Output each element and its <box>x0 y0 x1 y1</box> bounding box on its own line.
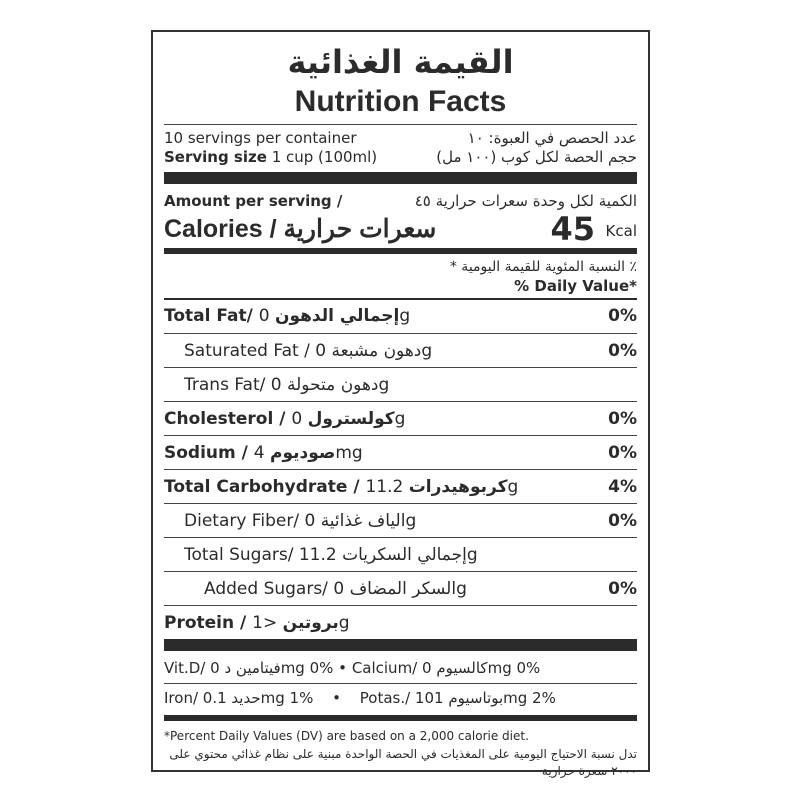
nutrient-row: Total Sugars/ إجمالي السكريات 11.2g <box>164 537 637 571</box>
footnote-arabic: تدل نسبة الاحتياج اليومية على المغذيات في الحصة الواحدة مبنية على نظام غذائي محتوي على ٢٠٠٠ سعرة حرارية <box>169 747 637 778</box>
divider <box>164 683 637 684</box>
medium-divider <box>164 248 637 254</box>
nutrition-label: القيمة الغذائية Nutrition Facts 10 servings per container عدد الحصص في العبوة: ١٠ Serving size 1 cup (100ml) حجم الحصة لكل كوب (١٠٠ مل) Amount per serving / الكمية لكل وحدة سعرات حرارية ٤٥ Calories / سعرات حرارية 45 Kcal ٪ النسبة المئوية للقيمة اليومية * % Daily Value* Total Fat/ إجمالي الدهون 0g 0% Saturated Fat / دهون مشبعة 0g 0% Trans Fat/ دهون متحولة 0g Cholesterol / كولسترول 0g 0% Sodium / صوديوم 4mg 0% Total Carbohydrate / كربوهيدرات 11.2g 4% Dietary Fiber/ الياف غذائية 0g 0% Total Sugars/ إجمالي السكريات 11.2g Added Sugars/ السكر المضاف 0g 0% Protein / بروتين <1g Vit.D/ فيتامين د 0mg 0% • Calcium/ كالسيوم 0mg 0% Iron/ حديد 0.1mg 1% • Potas./ بوتاسيوم 101mg 2% *Percent Daily Values (DV) are based on a 2,000 calorie diet. تدل نسبة الاحتياج اليومية على المغذيات في الحصة الواحدة مبنية على نظام غذائي محتوي على ٢٠٠٠ سعرة حرارية <box>151 30 650 772</box>
calories-value: 45 <box>550 210 595 248</box>
daily-value-header-ar: ٪ النسبة المئوية للقيمة اليومية * <box>449 259 637 275</box>
nutrient-row: Total Carbohydrate / كربوهيدرات 11.2g 4% <box>164 469 637 503</box>
title-english: Nutrition Facts <box>294 85 507 118</box>
vitamins-row-1: Vit.D/ فيتامين د 0mg 0% • Calcium/ كالسيوم 0mg 0% <box>164 659 541 677</box>
thick-divider <box>164 172 637 184</box>
nutrient-row: Added Sugars/ السكر المضاف 0g 0% <box>164 571 637 605</box>
calories-unit: Kcal <box>605 222 637 240</box>
nutrient-row: Sodium / صوديوم 4mg 0% <box>164 435 637 469</box>
nutrient-row: Trans Fat/ دهون متحولة 0g <box>164 367 637 401</box>
nutrient-row: Total Fat/ إجمالي الدهون 0g 0% <box>164 306 637 326</box>
nutrient-row: Cholesterol / كولسترول 0g 0% <box>164 401 637 435</box>
nutrient-row: Protein / بروتين <1g <box>164 605 637 639</box>
thick-divider <box>164 639 637 651</box>
footnote-english: *Percent Daily Values (DV) are based on a 2,000 calorie diet. <box>164 729 529 743</box>
nutrient-row: Saturated Fat / دهون مشبعة 0g 0% <box>164 333 637 367</box>
title-arabic: القيمة الغذائية <box>287 43 514 81</box>
medium-divider <box>164 715 637 721</box>
vitamins-row-2: Iron/ حديد 0.1mg 1% • Potas./ بوتاسيوم 101mg 2% <box>164 689 556 707</box>
divider <box>164 124 637 125</box>
daily-value-header-en: % Daily Value* <box>514 277 637 295</box>
nutrient-row: Dietary Fiber/ الياف غذائية 0g 0% <box>164 503 637 537</box>
